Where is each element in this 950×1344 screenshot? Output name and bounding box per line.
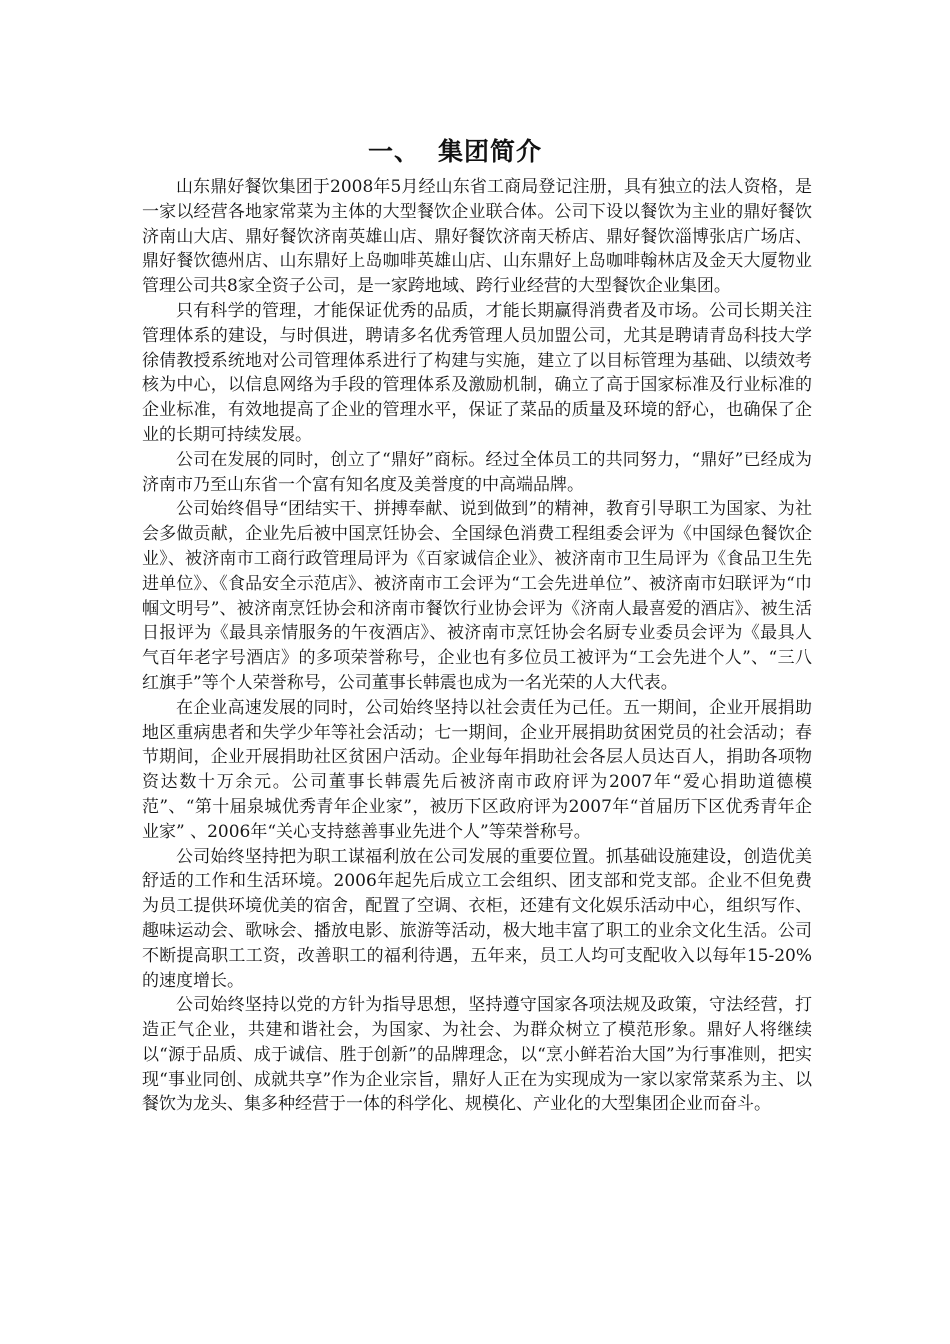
paragraph: 在企业高速发展的同时，公司始终坚持以社会责任为己任。五一期间，企业开展捐助地区重病患者和失学少年等社会活动；七一期间，企业开展捐助贫困党员的社会活动；春节期间，企业开展捐助社区贫困户活动。企业每年捐助社会各层人员达百人，捐助各项物资达数十万余元。公司董事长韩震先后被济南市政府评为2007年“爱心捐助道德模范”、“第十届泉城优秀青年企业家”，被历下区政府评为2007年“首届历下区优秀青年企业家” 、2006年“关心支持慈善事业先进个人”等荣誉称号。 [142, 697, 812, 842]
section-title [0, 132, 910, 172]
paragraph: 公司在发展的同时，创立了“鼎好”商标。经过全体员工的共同努力，“鼎好”已经成为济南市乃至山东省一个富有知名度及美誉度的中高端品牌。 [142, 449, 812, 495]
paragraph: 公司始终坚持把为职工谋福利放在公司发展的重要位置。抓基础设施建设，创造优美舒适的工作和生活环境。2006年起先后成立工会组织、团支部和党支部。企业不但免费为员工提供环境优美的宿舍，配置了空调、衣柜，还建有文化娱乐活动中心，组织写作、趣味运动会、歌咏会、播放电影、旅游等活动，极大地丰富了职工的业余文化生活。公司不断提高职工工资，改善职工的福利待遇，五年来，员工人均可支配收入以每年15-20%的速度增长。 [142, 846, 812, 991]
section-number: 一、 [367, 137, 420, 166]
paragraph: 公司始终倡导“团结实干、拼搏奉献、说到做到”的精神，教育引导职工为国家、为社会多做贡献，企业先后被中国烹饪协会、全国绿色消费工程组委会评为《中国绿色餐饮企业》、被济南市工商行政管理局评为《百家诚信企业》、被济南市卫生局评为《食品卫生先进单位》、《食品安全示范店》、被济南市工会评为“工会先进单位”、被济南市妇联评为“巾帼文明号”、被济南烹饪协会和济南市餐饮行业协会评为《济南人最喜爱的酒店》、被生活日报评为《最具亲情服务的午夜酒店》、被济南市烹饪协会名厨专业委员会评为《最具人气百年老字号酒店》的多项荣誉称号，企业也有多位员工被评为“工会先进个人”、“三八红旗手”等个人荣誉称号，公司董事长韩震也成为一名光荣的人大代表。 [142, 499, 812, 693]
paragraph: 只有科学的管理，才能保证优秀的品质，才能长期赢得消费者及市场。公司长期关注管理体系的建设，与时俱进，聘请多名优秀管理人员加盟公司，尤其是聘请青岛科技大学徐倩教授系统地对公司管理体系进行了构建与实施，建立了以目标管理为基础、以绩效考核为中心，以信息网络为手段的管理体系及激励机制，确立了高于国家标准及行业标准的企业标准，有效地提高了企业的管理水平，保证了菜品的质量及环境的舒心，也确保了企业的长期可持续发展。 [142, 300, 812, 445]
paragraph: 公司始终坚持以党的方针为指导思想，坚持遵守国家各项法规及政策，守法经营，打造正气企业，共建和谐社会，为国家、为社会、为群众树立了模范形象。鼎好人将继续以“源于品质、成于诚信、胜于创新”的品牌理念，以“烹小鲜若治大国”为行事准则，把实现“事业同创、成就共享”作为企业宗旨，鼎好人正在为实现成为一家以家常菜系为主、以餐饮为龙头、集多种经营于一体的科学化、规模化、产业化的大型集团企业而奋斗。 [142, 995, 812, 1115]
section-title-text: 集团简介 [438, 137, 543, 166]
paragraph: 山东鼎好餐饮集团于2008年5月经山东省工商局登记注册，具有独立的法人资格，是一家以经营各地家常菜为主体的大型餐饮企业联合体。公司下设以餐饮为主业的鼎好餐饮济南山大店、鼎好餐饮济南英雄山店、鼎好餐饮济南天桥店、鼎好餐饮淄博张店广场店、鼎好餐饮德州店、山东鼎好上岛咖啡英雄山店、山东鼎好上岛咖啡翰林店及金天大厦物业管理公司共8家全资子公司，是一家跨地域、跨行业经营的大型餐饮企业集团。 [142, 177, 812, 297]
document-body [142, 175, 812, 1117]
